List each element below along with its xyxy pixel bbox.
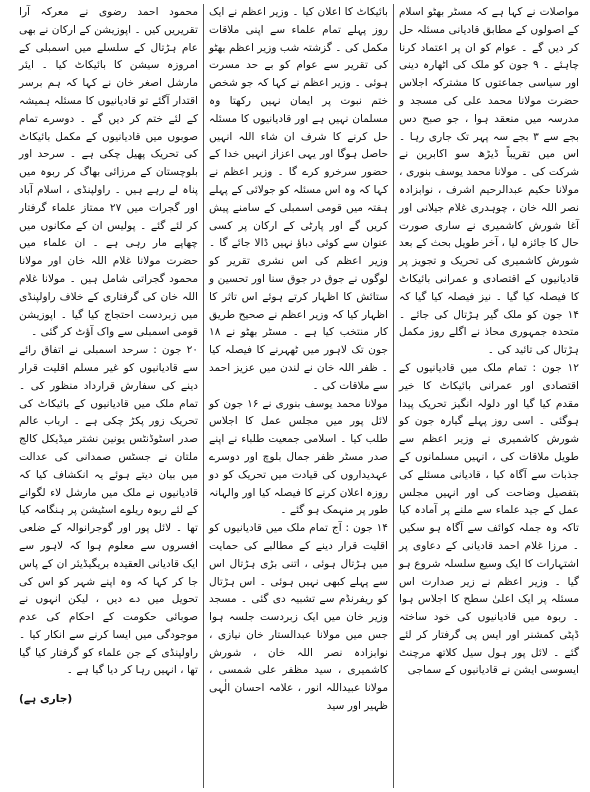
column-left <box>14 4 204 788</box>
column-2-paragraph-2: مولانا محمد یوسف بنوری نے ۱۶ جون کو لائل پور میں مجلس عمل کا اجلاس طلب کیا ۔ اسلامی جمعیت طلباء نے اپنے صدر مسٹر ظفر جمال بلوچ اور دوسرے عہدیداروں کی قیادت میں تحریک کو دو روزہ اعلان کرنے کا فیصلہ کیا اور والہانہ طور پر منہمک ہو گئے ۔ <box>209 397 388 517</box>
column-2-paragraph-1: بائیکاٹ کا اعلان کیا ۔ وزیر اعظم نے ایک روز پہلے تمام علماء سے اپنی ملاقات مکمل کی ۔ گزشتہ شب وزیر اعظم بھٹو کی تقریر سے عوام کو بے حد مسرت ہوئی ۔ وزیر اعظم نے کہا کہ جو شخص ختم نبوت پر ایمان نہیں رکھتا وہ مسلمان نہیں ہے اور قادیانیوں کا مسئلہ حل کرنے کا شرف ان شاء اللہ انہیں حاصل ہوگا اور یہی اعزاز انہیں خدا کے حضور سرخرو کرے گا ۔ وزیر اعظم نے کہا کہ وہ اس مسئلہ کو جولائی کے پہلے ہفتہ میں قومی اسمبلی کے سامنے پیش کریں گے اور پارٹی کے ارکان پر کسی عنوان سے کوئی دباؤ نہیں ڈالا جائے گا ۔ وزیر اعظم کی اس نشری تقریر کو لوگوں نے جوق در جوق سنا اور تحسین و ستائش کا اظہار کرتے ہوئے اس تاثر کا اظہار کیا کہ وزیر اعظم نے صحیح طریق کار منتخب کیا ہے ۔ مسٹر بھٹو نے ۱۸ جون تک لاہور میں ٹھہرنے کا فیصلہ کیا ۔ ظفر اللہ خان نے لندن میں عزیز احمد سے ملاقات کی ۔ <box>209 6 388 392</box>
article-columns <box>6 4 584 788</box>
column-middle <box>204 4 394 788</box>
column-2-paragraph-3: ۱۴ جون : آج تمام ملک میں قادیانیوں کو اقلیت قرار دینے کے مطالبے کی حمایت میں ہڑتال ہوئی ، اتنی بڑی ہڑتال اس سے پہلے کبھی نہیں ہوئی ۔ اس ہڑتال کو ریفرنڈم سے تشبیہ دی گئی ۔ مسجد وزیر خان میں ایک زبردست جلسہ ہوا جس میں مولانا عبدالستار خان نیازی ، نوابزادہ نصر اللہ خان ، شورش کاشمیری ، سید مظفر علی شمسی ، مولانا عبیداللہ انور ، علامہ احسان الٰہی ظہیر اور سید <box>209 522 388 713</box>
column-right <box>394 4 584 788</box>
column-1-paragraph-1: مواصلات نے کہا ہے کہ مسٹر بھٹو اسلام کے اصولوں کے مطابق قادیانی مسئلہ حل کر دیں گے ۔ عوام کو ان پر اعتماد کرنا چاہئے ۔ ۹ جون کو ملک کی اٹھارہ دینی اور سیاسی جماعتوں کا مشترکہ اجلاس حضرت مولانا محمد علی کی مسجد و مدرسہ میں منعقد ہوا ، جو صبح دس بجے سے ۳ بجے سہ پہر تک جاری رہا ۔ اس میں تقریباً ڈیڑھ سو اکابرین نے شرکت کی ۔ مولانا محمد یوسف بنوری ، مولانا حکیم عبدالرحیم اشرف ، نوابزادہ نصر اللہ خان ، چوہدری غلام جیلانی اور آغا شورش کاشمیری نے ساری صورت حال کا جائزہ لیا ، آخر طویل بحث کے بعد شورش کاشمیری کی تحریک و تجویز پر قادیانیوں کے اقتصادی و عمرانی بائیکاٹ کا فیصلہ کیا گیا ۔ نیز فیصلہ کیا گیا کہ ۱۴ جون کو ملک گیر ہڑتال کی جائے ۔ متحدہ جمہوری محاذ نے اگلے روز مکمل ہڑتال کی تائید کی ۔ <box>399 6 579 357</box>
column-3-paragraph-2: ۲۰ جون : سرحد اسمبلی نے اتفاق رائے سے قادیانیوں کو غیر مسلم اقلیت قرار دینے کی سفارش قرارداد منظور کی ۔ تمام ملک میں قادیانیوں کے بائیکاٹ کی تحریک زور پکڑ چکی ہے ۔ ارباب عالم صدر اسٹوڈنٹس یونین نشتر میڈیکل کالج ملتان نے جسٹس صمدانی کی عدالت میں بیان دیتے ہوئے یہ انکشاف کیا کہ قادیانیوں نے ملک میں مارشل لاء لگوانے کے لئے ربوہ ریلوے اسٹیشن پر ہنگامہ کیا تھا ۔ لائل پور اور گوجرانوالہ کے ضلعی افسروں سے معلوم ہوا کہ لاہور سے ایک قادیانی العقیدہ بریگیڈیئر ان کے پاس جا کر کہا کہ وہ اپنے شہر کو اس کی تحویل میں دے دیں ، لیکن انہوں نے صوبائی حکومت کے احکام کی عدم موجودگی میں ایسا کرنے سے انکار کیا ۔ راولپنڈی کے جن علماء کو گرفتار کیا گیا تھا ، انہیں رہا کر دیا گیا ہے ۔ <box>19 344 198 677</box>
continued-marker: (جاری ہے) <box>19 692 73 705</box>
column-3-paragraph-1: محمود احمد رضوی نے معرکہ آرا تقریریں کیں ۔ اپوزیشن کے ارکان نے بھی عام ہڑتال کے سلسلے میں اسمبلی کے امروزہ سیشن کا بائیکاٹ کیا ۔ ایئر مارشل اصغر خان نے کہا کہ ہم برسر اقتدار آگئے تو قادیانیوں کا مسئلہ ہمیشہ کے لئے ختم کر دیں گے ۔ دوسرے تمام صوبوں میں قادیانیوں کے مکمل بائیکاٹ کی تحریک پھیل چکی ہے ۔ سرحد اور بلوچستان کے مرزائی بھاگ کر ربوہ میں پناہ لے رہے ہیں ۔ راولپنڈی ، اسلام آباد اور گجرات میں ۲۷ ممتاز علماء گرفتار کر لئے گئے ۔ پولیس ان کے مکانوں میں چھاپے مار رہی ہے ۔ ان علماء میں حضرت مولانا غلام اللہ خان اور مولانا محمود گجراتی شامل ہیں ۔ مولانا غلام اللہ خان کی گرفتاری کے خلاف راولپنڈی میں زبردست احتجاج کیا گیا ۔ اپوزیشن قومی اسمبلی سے واک آؤٹ کر گئی ۔ <box>19 6 198 339</box>
column-1-paragraph-2: ۱۲ جون : تمام ملک میں قادیانیوں کے اقتصادی اور عمرانی بائیکاٹ کا خیر مقدم کیا گیا اور دلولہ انگیز تحریک پیدا ہوگئی ۔ اسی روز پہلے گیارہ جون کو شورش کاشمیری نے وزیر اعظم سے طویل ملاقات کی ، انہیں مسلمانوں کے جذبات سے آگاہ کیا ، قادیانی مسئلے کی بتفصیل وضاحت کی اور انہیں مجلس عمل کے جید علماء سے ملنے پر آمادہ کیا تاکہ وہ جملہ کوائف سے آگاہ ہو سکیں ۔ مرزا غلام احمد قادیانی کے دعاوی پر اشتہارات کا ایک وسیع سلسلہ شروع ہو گیا ۔ وزیر اعظم نے زیر صدارت اس مسئلہ پر ایک اعلیٰ سطح کا اجلاس ہوا ۔ ربوہ میں قادیانیوں کی خود ساختہ ڈپٹی کمشنر اور ایس پی گرفتار کر لئے گئے ۔ لائل پور ہول سیل کلاتھ مرچنٹ ایسوسی ایشن نے قادیانیوں کے سماجی <box>399 361 579 677</box>
